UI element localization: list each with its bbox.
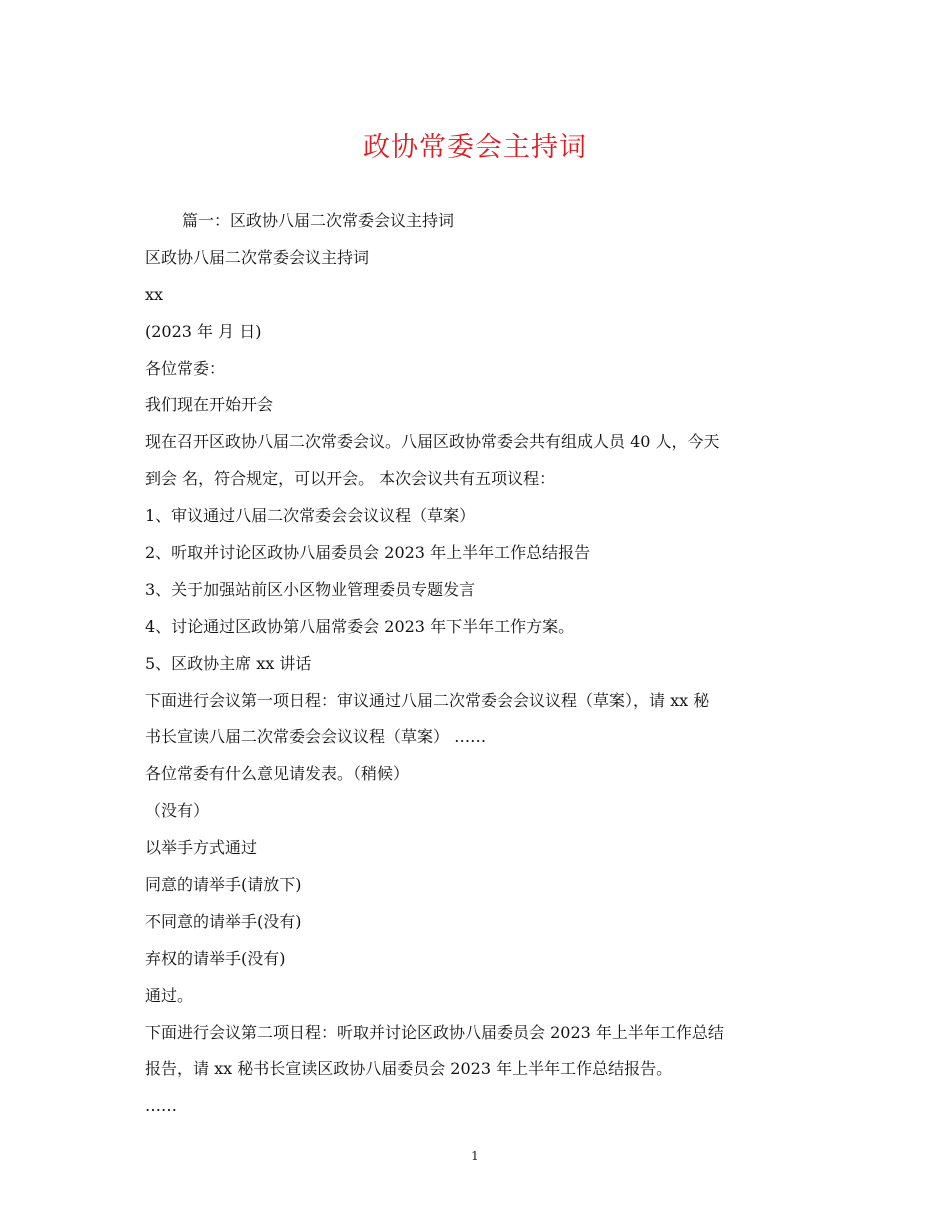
- document-title: 政协常委会主持词: [363, 132, 587, 163]
- salutation: 各位常委：: [145, 358, 226, 378]
- paragraph-line: 到会 名，符合规定，可以开会。 本次会议共有五项议程：: [145, 469, 556, 489]
- paragraph-line: 现在召开区政协八届二次常委会议。八届区政协常委会共有组成人员 40 人，今天: [145, 432, 720, 452]
- paragraph-line: 同意的请举手(请放下): [145, 875, 302, 895]
- paragraph-line: 不同意的请举手(没有): [145, 911, 302, 931]
- agenda-item-4: 4、讨论通过区政协第八届常委会 2023 年下半年工作方案。: [145, 616, 575, 636]
- paragraph-line: 下面进行会议第一项日程：审议通过八届二次常委会会议议程（草案），请 xx 秘: [145, 690, 710, 710]
- section-heading: 篇一：区政协八届二次常委会议主持词: [182, 211, 455, 230]
- paragraph-line: （没有）: [145, 801, 210, 821]
- paragraph-line: 书长宣读八届二次常委会会议议程（草案） ……: [145, 727, 487, 747]
- paragraph-line: 弃权的请举手(没有): [145, 948, 286, 968]
- ellipsis-line: ……: [145, 1096, 177, 1116]
- paragraph-line: 以举手方式通过: [145, 838, 258, 858]
- paragraph-line: 各位常委有什么意见请发表。（稍候）: [145, 764, 410, 784]
- agenda-item-2: 2、听取并讨论区政协八届委员会 2023 年上半年工作总结报告: [145, 543, 591, 563]
- agenda-item-1: 1、审议通过八届二次常委会会议议程（草案）: [145, 506, 476, 526]
- paragraph-line: 通过。: [145, 985, 194, 1005]
- agenda-item-5: 5、区政协主席 xx 讲话: [145, 653, 312, 673]
- speech-date: (2023 年 月 日): [145, 321, 262, 341]
- paragraph-line: 报告，请 xx 秘书长宣读区政协八届委员会 2023 年上半年工作总结报告。: [145, 1059, 673, 1079]
- speaker-name: xx: [145, 284, 164, 304]
- speech-title: 区政协八届二次常委会议主持词: [145, 247, 370, 267]
- paragraph-line: 下面进行会议第二项日程：听取并讨论区政协八届委员会 2023 年上半年工作总结: [145, 1022, 724, 1042]
- agenda-item-3: 3、关于加强站前区小区物业管理委员专题发言: [145, 579, 476, 599]
- page-number: 1: [471, 1149, 479, 1163]
- paragraph-line: 我们现在开始开会: [145, 395, 274, 415]
- document-body: [145, 203, 810, 1125]
